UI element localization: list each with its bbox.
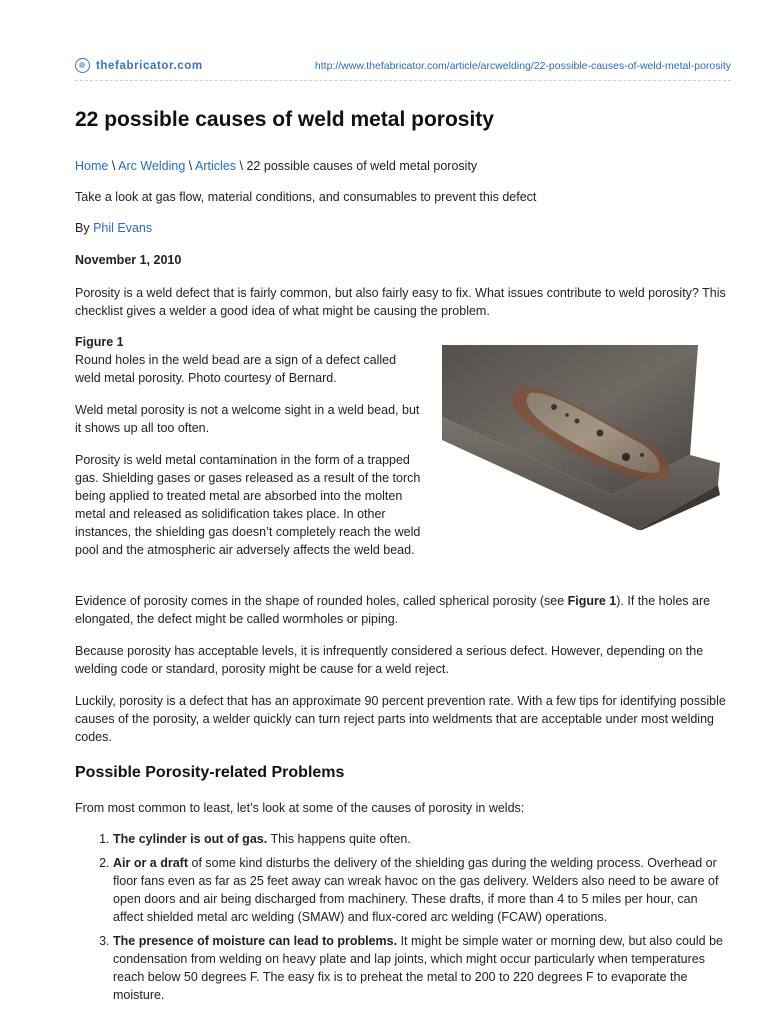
paragraph-text: Evidence of porosity comes in the shape of rounded holes, called spherical porosity (see bbox=[75, 594, 568, 608]
breadcrumb-arc-welding-link[interactable]: Arc Welding bbox=[118, 159, 186, 173]
section-intro: From most common to least, let’s look at some of the causes of porosity in welds: bbox=[75, 801, 525, 815]
section-heading: Possible Porosity-related Problems bbox=[75, 764, 345, 781]
pore bbox=[597, 430, 604, 437]
list-item bbox=[113, 932, 723, 1004]
figure-reference: Figure 1 bbox=[567, 594, 617, 608]
paragraph-text: ). If the holes are elongated, the defect might be called wormholes or piping. bbox=[75, 594, 711, 626]
paragraph: Luckily, porosity is a defect that has an approximate 90 percent prevention rate. With a few tips for identifying possible causes of the porosity, a welder quickly can turn reject parts into weldments that are acceptable under most welding codes. bbox=[75, 694, 726, 744]
pore bbox=[622, 453, 630, 461]
list-item-text: of some kind disturbs the delivery of the shielding gas during the welding process. Overhead or floor fans even as far as 25 feet away can wreak havoc on the gas delivery. Welders also need to be aware of open doors and air being discharged from machinery. These drafts, if more than 4 to 5 miles per hour, can affect shielded metal arc welding (SMAW) and flux-cored arc welding (FCAW) operations. bbox=[113, 856, 719, 924]
globe-icon bbox=[75, 58, 90, 73]
breadcrumb-current: 22 possible causes of weld metal porosity bbox=[246, 159, 478, 173]
paragraph bbox=[75, 592, 731, 628]
page-url-link[interactable]: http://www.thefabricator.com/article/arcwelding/22-possible-causes-of-weld-metal-porosity bbox=[314, 60, 731, 72]
intro-paragraph: Porosity is a weld defect that is fairly common, but also fairly easy to fix. What issues contribute to weld porosity? This checklist gives a welder a good idea of what might be causing the problem. bbox=[75, 286, 726, 318]
figure-caption: Round holes in the weld bead are a sign of a defect called weld metal porosity. Photo courtesy of Bernard. bbox=[75, 353, 397, 385]
article-subtitle: Take a look at gas flow, material conditions, and consumables to prevent this defect bbox=[75, 190, 537, 204]
pore bbox=[640, 453, 644, 457]
publish-date: November 1, 2010 bbox=[75, 253, 182, 267]
breadcrumb-articles-link[interactable]: Articles bbox=[195, 159, 237, 173]
breadcrumb-separator: \ bbox=[239, 159, 243, 173]
list-item bbox=[113, 854, 723, 926]
pore bbox=[565, 413, 569, 417]
list-item-bold: Air or a draft bbox=[113, 856, 189, 870]
causes-list bbox=[75, 830, 723, 1010]
site-logo[interactable] bbox=[75, 58, 203, 73]
weld-porosity-photo bbox=[442, 345, 720, 530]
breadcrumb-separator: \ bbox=[188, 159, 193, 173]
figure-label: Figure 1 bbox=[75, 335, 124, 349]
list-item-text: It might be simple water or morning dew, but also could be condensation from welding on heavy plate and lap joints, which might occur particularly when temperatures reach below 50 degrees F. The easy fix is to preheat the metal to 200 to 220 degrees F to evaporate the moisture. bbox=[113, 934, 723, 1002]
list-item-bold: The cylinder is out of gas. bbox=[113, 832, 268, 846]
byline-prefix: By bbox=[75, 221, 90, 235]
paragraph: Because porosity has acceptable levels, it is infrequently considered a serious defect. However, depending on the welding code or standard, porosity might be cause for a weld reject. bbox=[75, 644, 704, 676]
breadcrumb bbox=[75, 157, 731, 175]
list-item-text: This happens quite often. bbox=[267, 832, 411, 846]
list-item-bold: The presence of moisture can lead to problems. bbox=[113, 934, 398, 948]
page-title: 22 possible causes of weld metal porosity bbox=[75, 108, 494, 131]
paragraph: Weld metal porosity is not a welcome sight in a weld bead, but it shows up all too often. bbox=[75, 403, 420, 435]
site-header bbox=[75, 58, 731, 81]
breadcrumb-home-link[interactable]: Home bbox=[75, 159, 109, 173]
byline bbox=[75, 219, 731, 237]
site-name: thefabricator.com bbox=[96, 59, 203, 72]
pore bbox=[551, 404, 557, 410]
list-item bbox=[113, 830, 723, 848]
pore bbox=[575, 419, 580, 424]
paragraph: Porosity is weld metal contamination in the form of a trapped gas. Shielding gases or gases released as a result of the torch being applied to treated metal are absorbed into the molten metal and released as solidification takes place. In other instances, the shielding gas doesn’t completely reach the weld pool and the atmospheric air adversely affects the weld bead. bbox=[75, 453, 421, 557]
author-link[interactable]: Phil Evans bbox=[93, 221, 153, 235]
breadcrumb-separator: \ bbox=[111, 159, 116, 173]
